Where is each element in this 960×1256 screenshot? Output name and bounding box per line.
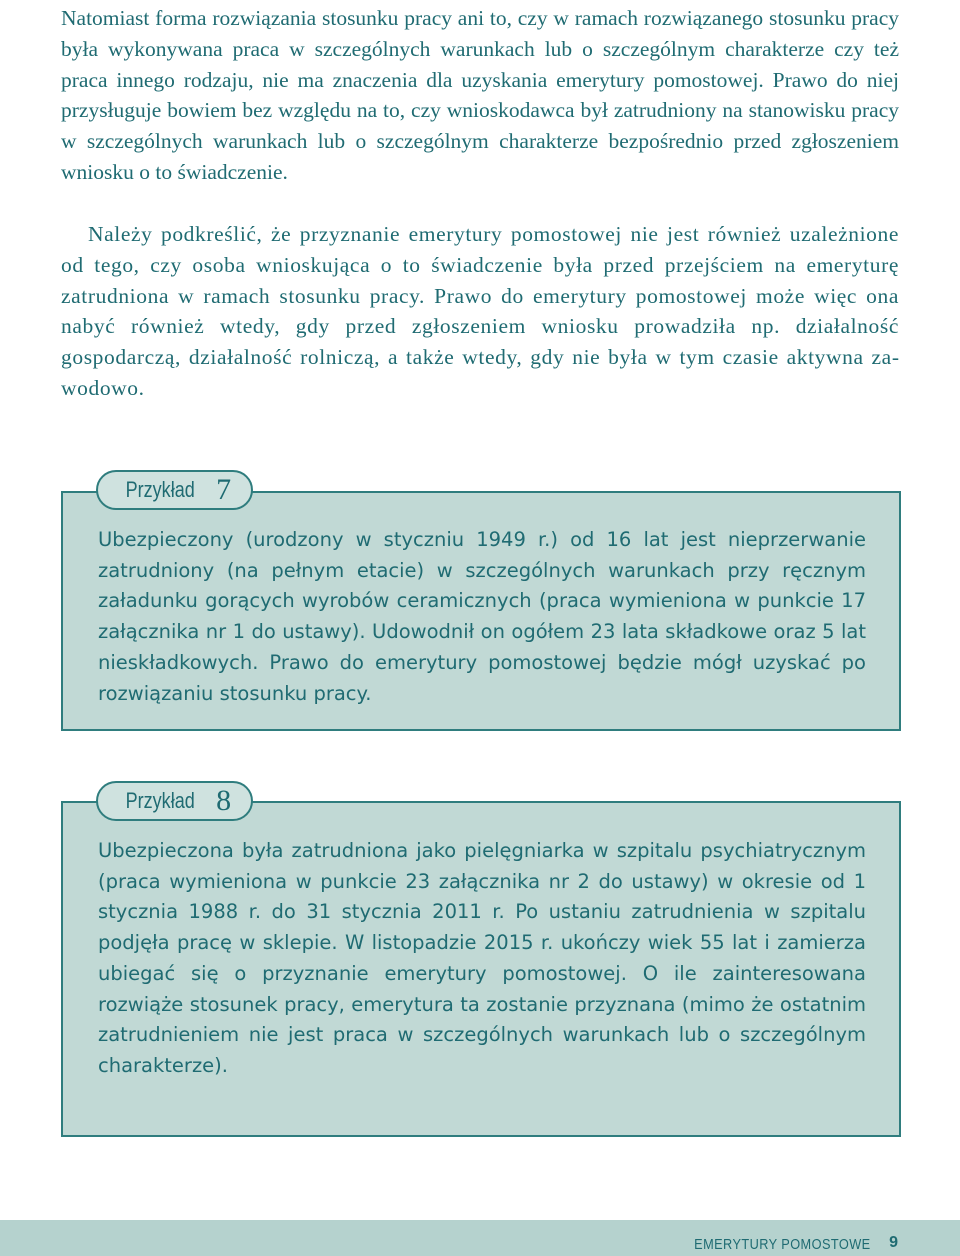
example-7-label: Przykład: [125, 477, 195, 502]
example-7-text: Ubezpieczony (urodzony w styczniu 1949 r.) od 16 lat jest nieprzerwanie zatrudniony (na pełnym etacie) w szczególnych warunkach przy ręcznym załadunku gorących wyrobów ceramicznych (praca wymieniona w punkcie 17 załącznika nr 1 do ustawy). Udowodnił on ogółem 23 lata składkowe oraz 5 lat nieskładkowych. Prawo do emerytury pomostowej będzie mógł uzyskać po rozwiązaniu stosunku pracy.: [98, 528, 866, 705]
example-7-tag: [96, 470, 253, 510]
example-7-box: [61, 491, 901, 731]
example-8-tag: [96, 781, 253, 821]
page-number: 9: [889, 1234, 898, 1251]
example-8-box: [61, 801, 901, 1137]
body-paragraph-1: Natomiast forma rozwiązania stosunku pracy ani to, czy w ramach rozwiązanego stosunku pracy była wykonywana praca w szczególnych warunkach lub o szczególnym charakterze czy też praca innego rodzaju, nie ma znaczenia dla uzyskania emerytury pomostowej. Prawo do niej przysługuje bowiem bez względu na to, czy wnioskodawca był zatrudniony na stanowisku pracy w szczególnych warunkach lub o szczególnym charakterze bezpośrednio przed zgłoszeniem wniosku o to świadczenie.: [61, 6, 899, 184]
footer-running-title: EMERYTURY POMOSTOWE: [694, 1236, 871, 1253]
example-8-label: Przykład: [125, 788, 195, 813]
body-paragraph-2: Należy podkreślić, że przyznanie emerytury pomostowej nie jest również uzależnione od tego, czy osoba wnioskująca o to świadczenie była przed przejściem na emeryturę zatrudniona w ramach stosunku pracy. Prawo do emerytury pomostowej może więc ona nabyć również wtedy, gdy przed zgłoszeniem wniosku prowadziła np. działalność gospodarczą, działalność rolniczą, a także wtedy, gdy nie była w tym czasie aktywna zawodowo.: [61, 222, 899, 400]
example-7-number: 7: [216, 473, 232, 506]
example-8-text: Ubezpieczona była zatrudniona jako pielęgniarka w szpitalu psychiatrycznym (praca wymieniona w punkcie 23 załącznika nr 2 do ustawy) w okresie od 1 stycznia 1988 r. do 31 stycznia 2011 r. Po ustaniu zatrudnienia w szpitalu podjęła pracę w sklepie. W listopadzie 2015 r. ukończy wiek 55 lat i zamierza ubiegać się o przyznanie emerytury pomostowej. O ile zainteresowana rozwiąże stosunek pracy, emerytura ta zostanie przyznana (mimo że ostatnim zatrudnieniem nie jest praca w szczególnych warunkach lub o szczególnym charakterze).: [98, 839, 866, 1077]
example-8-number: 8: [216, 784, 232, 817]
